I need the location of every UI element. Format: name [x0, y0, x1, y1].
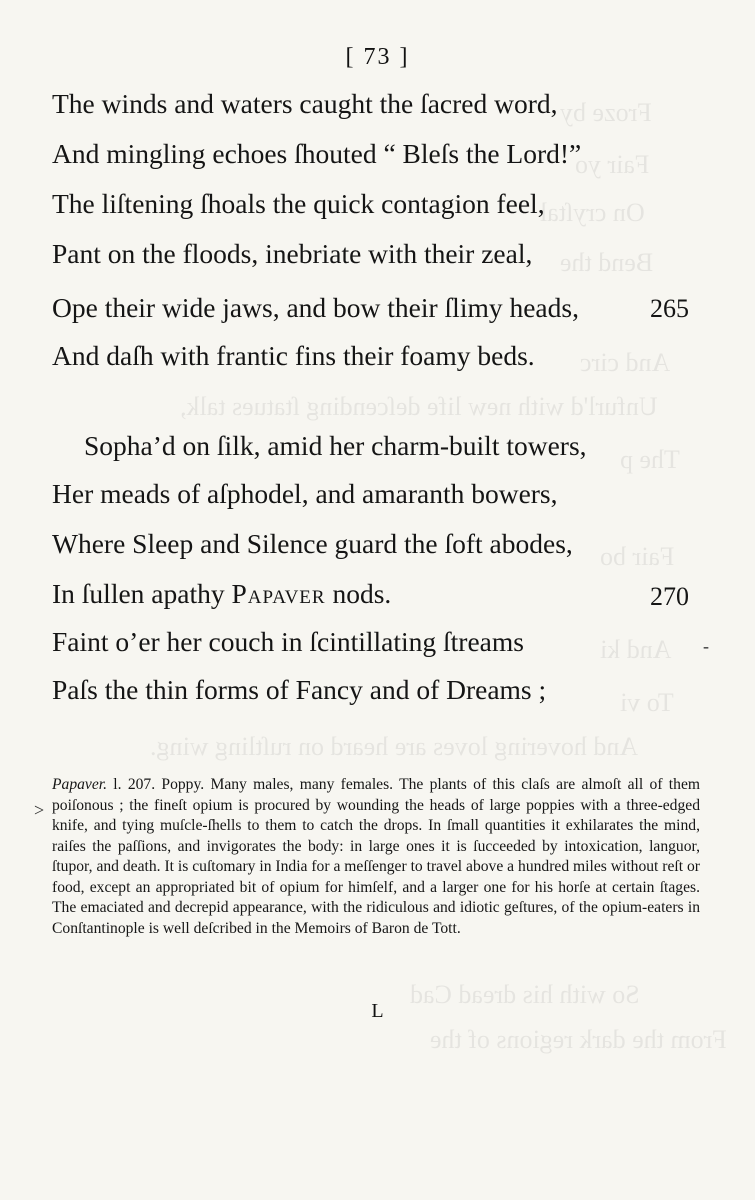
verse-line: Paſs the thin forms of Fancy and of Dreams ;	[52, 674, 547, 705]
verse-line	[52, 578, 391, 610]
margin-mark: -	[703, 636, 709, 656]
verse-line: Sopha’d on ſilk, amid her charm-built towers,	[84, 430, 587, 461]
margin-mark: >	[34, 800, 45, 820]
verse-text: In ſullen apathy	[52, 578, 232, 609]
verse-line: Her meads of aſphodel, and amaranth bowers,	[52, 478, 558, 509]
signature-mark: L	[371, 1000, 384, 1022]
page-number: [ 73 ]	[345, 44, 410, 70]
verse-line: The liſtening ſhoals the quick contagion feel,	[52, 188, 545, 219]
footnote	[52, 775, 700, 939]
verse-line: Where Sleep and Silence guard the ſoft abodes,	[52, 528, 573, 559]
verse-line: And daſh with frantic fins their foamy beds.	[52, 340, 535, 371]
verse-text: nods.	[325, 578, 392, 609]
footnote-text: l. 207. Poppy. Many males, many females. The plants of this claſs are almoſt all of them poiſonous ; the fineſt opium is procured by wounding the heads of large poppies with a three-edged knife, and tying muſcle-ſhells to them to catch the drops. In ſmall quantities it exhilarates the mind, raiſes the paſſions, and invigorates the body: in large ones it is ſucceeded by intoxication, languor, ſtupor, and death. It is cuſtomary in India for a meſſenger to travel above a hundred miles without reſt or food, except an appropriated bit of opium for himſelf, and a larger one for his horſe at certain ſtages. The emaciated and decrepid appearance, with the ridiculous and idiotic geſtures, of the opium-eaters in Conſtantinople is well deſcribed in the Memoirs of Baron de Tott.	[52, 776, 700, 937]
line-number: 270	[650, 582, 689, 611]
line-number: 265	[650, 294, 689, 323]
footnote-ref: Papaver.	[52, 776, 107, 793]
verse-line: Faint o’er her couch in ſcintillating ſtreams	[52, 626, 524, 657]
verse-line: And mingling echoes ſhouted “ Bleſs the Lord!”	[52, 138, 582, 169]
verse-line: Ope their wide jaws, and bow their ſlimy heads,	[52, 292, 579, 323]
verse-line: The winds and waters caught the ſacred word,	[52, 88, 558, 119]
plant-name: Papaver	[231, 578, 326, 609]
verse-line: Pant on the floods, inebriate with their zeal,	[52, 238, 533, 269]
